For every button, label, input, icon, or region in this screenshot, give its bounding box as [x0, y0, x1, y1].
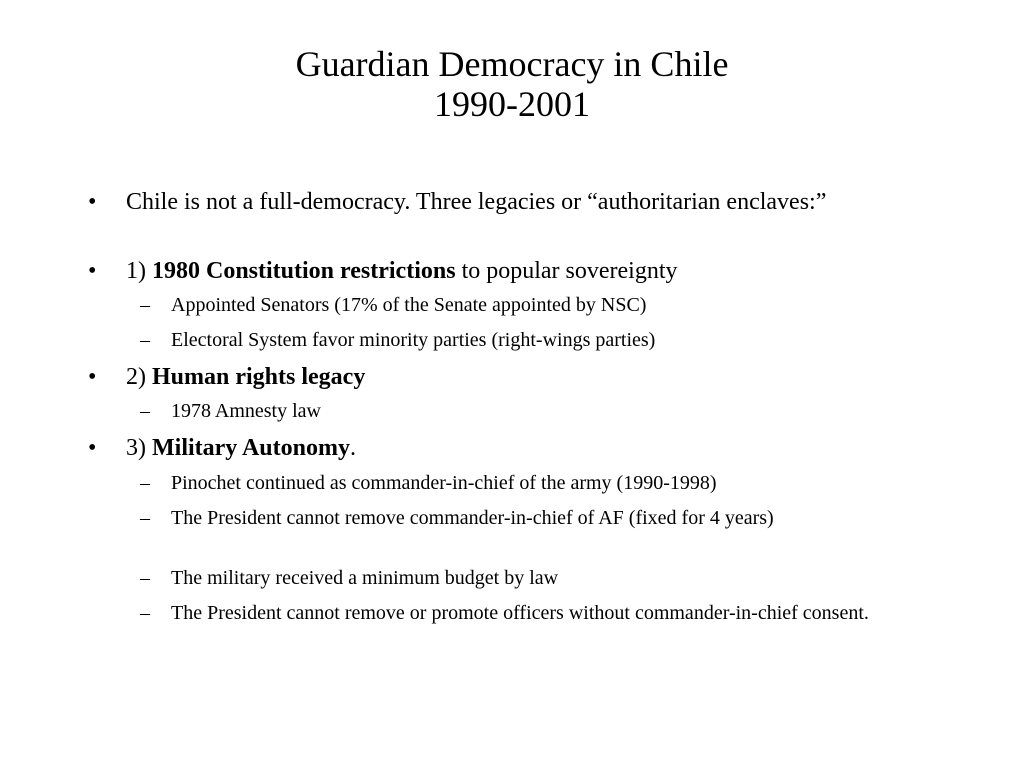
sub-bullet-item — [140, 470, 931, 496]
bullet-marker: • — [88, 189, 97, 215]
sub-bullet-marker: – — [140, 329, 150, 351]
bullet-suffix: to popular sovereignty — [455, 258, 678, 284]
sub-bullet-text: Pinochet continued as commander-in-chief of the army (1990-1998) — [171, 472, 717, 494]
title-line-2: 1990-2001 — [434, 84, 590, 124]
bullet-prefix: 1) — [126, 258, 152, 284]
sub-bullet-item — [140, 398, 931, 424]
bullet-bold-text: Military Autonomy — [152, 435, 350, 461]
sub-bullet-text: 1978 Amnesty law — [171, 400, 321, 422]
sub-bullet-item — [140, 292, 931, 318]
bullet-item — [88, 188, 856, 216]
bullet-text: Chile is not a full-democracy. Three legacies or “authoritarian enclaves:” — [126, 189, 827, 215]
bullet-marker: • — [88, 364, 97, 390]
title-line-1: Guardian Democracy in Chile — [295, 44, 729, 84]
bullet-item — [88, 257, 856, 285]
sub-bullet-item — [140, 327, 931, 353]
bullet-bold-text: 1980 Constitution restrictions — [152, 258, 456, 284]
sub-bullet-marker: – — [140, 472, 150, 494]
bullet-prefix: 3) — [126, 435, 152, 461]
sub-bullet-text: The President cannot remove or promote officers without commander-in-chief consent. — [171, 602, 869, 624]
bullet-suffix: . — [350, 435, 356, 461]
bullet-bold-text: Human rights legacy — [152, 364, 366, 390]
sub-bullet-marker: – — [140, 294, 150, 316]
sub-bullet-marker: – — [140, 400, 150, 422]
slide-title — [0, 44, 1024, 124]
sub-bullet-item — [140, 565, 931, 591]
sub-bullet-item — [140, 600, 941, 626]
sub-bullet-text: The military received a minimum budget by law — [171, 567, 559, 589]
bullet-marker: • — [88, 435, 97, 461]
sub-bullet-text: The President cannot remove commander-in-chief of AF (fixed for 4 years) — [171, 507, 774, 529]
bullet-marker: • — [88, 258, 97, 284]
sub-bullet-marker: – — [140, 602, 150, 624]
sub-bullet-marker: – — [140, 567, 150, 589]
bullet-item — [88, 363, 856, 391]
bullet-item — [88, 434, 856, 462]
sub-bullet-text: Electoral System favor minority parties (right-wings parties) — [171, 329, 656, 351]
sub-bullet-marker: – — [140, 507, 150, 529]
sub-bullet-text: Appointed Senators (17% of the Senate appointed by NSC) — [171, 294, 647, 316]
bullet-prefix: 2) — [126, 364, 152, 390]
sub-bullet-item — [140, 505, 891, 531]
